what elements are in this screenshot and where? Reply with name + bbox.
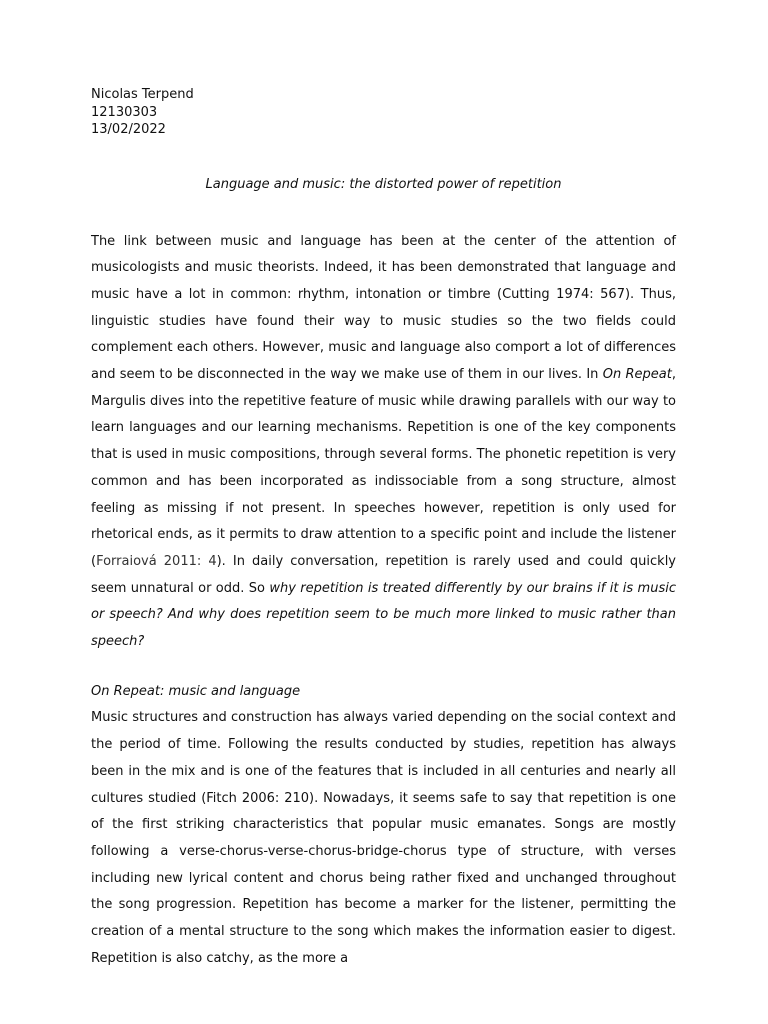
- book-title: On Repeat: [602, 367, 672, 383]
- author-name: Nicolas Terpend: [91, 87, 194, 102]
- intro-text-3: ). In daily conversation, repetition is rarely used and could quickly seem unnatural or odd. So: [91, 553, 676, 596]
- intro-text-2: , Margulis dives into the repetitive feature of music while drawing parallels with our way to learn languages and our learning mechanisms. Repetition is one of the key components that is used in music compositions, through several forms. The phonetic repetition is very common and has been incorporated as indissociable from a song structure, almost feeling as missing if not present. In speeches however, repetition is only used for rhetorical ends, as it permits to draw attention to a specific point and include the listener (: [91, 367, 676, 569]
- student-id: 12130303: [91, 104, 158, 120]
- section-heading: On Repeat: music and language: [91, 683, 301, 699]
- research-question: why repetition is treated differently by our brains if it is music or speech? And why does repetition seem to be much more linked to music rather than speech?: [91, 580, 676, 650]
- intro-text-1: The link between music and language has been at the center of the attention of musicologists and music theorists. Indeed, it has been demonstrated that language and music have a lot in common: rhythm, intonation or timbre (Cutting 1974: 567). Thus, linguistic studies have found their way to music studies so the two fields could complement each others. However, music and language also comport a lot of differences and seem to be disconnected in the way we make use of them in our lives. In: [91, 233, 676, 383]
- document-date: 13/02/2022: [91, 122, 166, 137]
- intro-paragraph: [91, 229, 676, 656]
- section-paragraph: Music structures and construction has always varied depending on the social context and the period of time. Following the results conducted by studies, repetition has always been in the mix and is one of the features that is included in all centuries and nearly all cultures studied (Fitch 2006: 210). Nowadays, it seems safe to say that repetition is one of the first striking characteristics that popular music emanates. Songs are mostly following a verse-chorus-verse-chorus-bridge-chorus type of structure, with verses including new lyrical content and chorus being rather fixed and unchanged throughout the song progression. Repetition has become a marker for the listener, permitting the creation of a mental structure to the song which makes the information easier to digest. Repetition is also catchy, as the more a: [91, 710, 676, 966]
- document-title: Language and music: the distorted power of repetition: [205, 176, 562, 192]
- citation-forraiova: Forraiová 2011: 4: [96, 553, 217, 569]
